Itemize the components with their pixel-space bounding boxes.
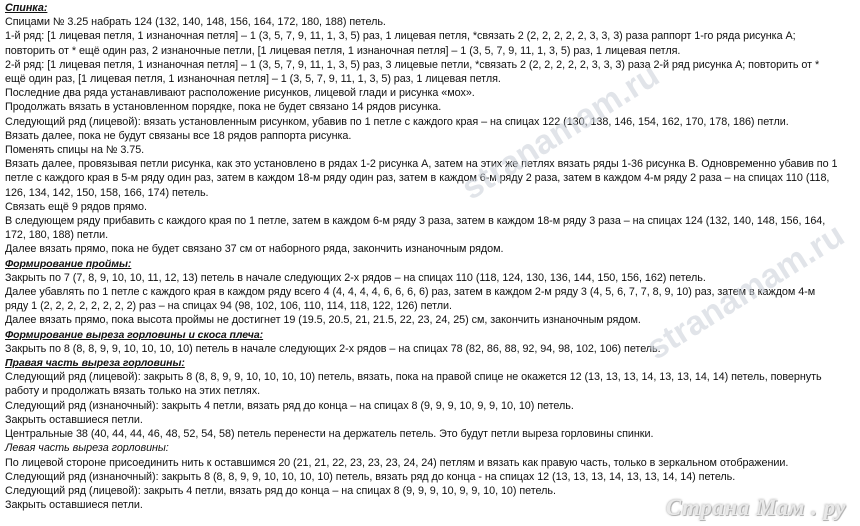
text-line: Спицами № 3.25 набрать 124 (132, 140, 148, 156, 164, 172, 180, 188) петель. [5, 16, 386, 29]
text-line: Следующий ряд (лицевой): закрыть 8 (8, 8, 9, 9, 10, 10, 10, 10) петель, вязать, пока на правой спице не окажется 12 (13, 13, 13, 14, 13, 13, 14, 14) петель, повернуть [5, 371, 822, 384]
text-line: ещё один раз, [1 лицевая петля, 1 изнаночная петля] – 1 (3, 5, 7, 9, 11, 1, 3, 5) раз, 1 лицевая петля. [5, 73, 501, 86]
text-line: петле с каждого края в 5-м ряду один раз, затем в каждом 18-м ряду один раз, затем в каждом 6-м ряду 2 раза, затем в каждом 4-м ряду 2 раза – на спицах 110 (118, [5, 172, 830, 185]
text-line: Закрыть оставшиеся петли. [5, 499, 143, 512]
text-line: 1-й ряд: [1 лицевая петля, 1 изнаночная петля] – 1 (3, 5, 7, 9, 11, 1, 3, 5) раз, 1 лицевая петля, *связать 2 (2, 2, 2, 2, 2, 3, 3, 3) раза раппорт 1-го ряда рисунка A; [5, 30, 796, 43]
section-heading-neck-shoulder: Формирование выреза горловины и скоса плеча: [5, 328, 264, 341]
text-line: Закрыть оставшиеся петли. [5, 413, 143, 426]
text-line: работу и продолжать вязать только на этих петлях. [5, 385, 261, 398]
section-heading-left-neck: Левая часть выреза горловины: [5, 442, 169, 455]
watermark-text: stranamam.ru [640, 215, 851, 368]
text-line: Продолжать вязать в установленном порядке, пока не будет связано 14 рядов рисунка. [5, 101, 442, 114]
pattern-document [5, 1, 857, 512]
text-line: Закрыть по 7 (7, 8, 9, 10, 10, 11, 12, 13) петель в начале следующих 2-х рядов – на спицах 110 (118, 124, 130, 136, 144, 150, 156, 162) петель. [5, 271, 706, 284]
text-line: Закрыть по 8 (8, 8, 9, 9, 10, 10, 10, 10) петель в начале следующих 2-х рядов – на спицах 78 (82, 86, 88, 92, 94, 98, 102, 106) петель. [5, 342, 661, 355]
text-line: 172, 180, 188) петли. [5, 229, 109, 242]
watermark-text: stranamam.ru [455, 55, 666, 208]
text-line: По лицевой стороне присоединить нить к оставшимся 20 (21, 21, 22, 23, 23, 23, 24, 24) петлям и вязать как правую часть, только в зеркальном отображении. [5, 456, 789, 469]
text-line: Следующий ряд (изнаночный): закрыть 8 (8, 8, 9, 9, 10, 10, 10, 10) петель, вязать ряд до конца - на спицах 12 (13, 13, 13, 14, 13, 13, 14, 14) петель. [5, 470, 736, 483]
text-line: Далее вязать прямо, пока высота проймы не достигнет 19 (19.5, 20.5, 21, 21.5, 22, 23, 24, 25) см, закончить изнаночным рядом. [5, 314, 641, 327]
section-heading-right-neck: Правая часть выреза горловины: [5, 357, 185, 370]
text-line: Далее убавлять по 1 петле с каждого края в каждом ряду всего 4 (4, 4, 4, 4, 6, 6, 6, 6) раз, затем в каждом 2-м ряду 3 (4, 5, 6, 7, 7, 8, 9, 10) раз, затем в каждом 4-м [5, 286, 816, 299]
text-line: Далее вязать прямо, пока не будет связано 37 см от наборного ряда, закончить изнаночным рядом. [5, 243, 504, 256]
text-line: Последние два ряда устанавливают расположение рисунков, лицевой глади и рисунка «мох». [5, 87, 475, 100]
text-line: Вязать далее, пока не будут связаны все 18 рядов раппорта рисунка. [5, 129, 352, 142]
text-line: ряду 1 (2, 2, 2, 2, 2, 2, 2, 2) раз – на спицах 94 (98, 102, 106, 110, 114, 118, 122, 126) петли. [5, 300, 452, 313]
section-heading-back: Спинка: [5, 2, 48, 14]
text-line: Вязать далее, провязывая петли рисунка, как это установлено в рядах 1-2 рисунка A, затем на этих же петлях вязать ряды 1-36 рисунка B. Одновременно убавив по 1 [5, 158, 838, 171]
text-line: Следующий ряд (изнаночный): закрыть 4 петли, вязать ряд до конца – на спицах 8 (9, 9, 9, 10, 9, 9, 10, 10) петель. [5, 399, 574, 412]
text-line: В следующем ряду прибавить с каждого края по 1 петле, затем в каждом 6-м ряду 3 раза, затем в каждом 18-м ряду 3 раза – на спицах 124 (132, 140, 148, 156, 164, [5, 215, 826, 228]
text-line: 2-й ряд: [1 лицевая петля, 1 изнаночная петля] – 1 (3, 5, 7, 9, 11, 1, 3, 5) раз, 3 лицевые петли, *связать 2 (2, 2, 2, 2, 2, 3, 3, 3) раза 2-й ряд рисунка A; повторить от * [5, 58, 820, 71]
section-heading-armhole: Формирование проймы: [5, 257, 132, 270]
site-logo: Страна Мам . ру [665, 495, 846, 520]
text-line: Поменять спицы на № 3.75. [5, 144, 145, 157]
text-line: Следующий ряд (лицевой): вязать установленным рисунком, убавив по 1 петле с каждого края – на спицах 122 (130, 138, 146, 154, 162, 170, 178, 186) петли. [5, 115, 789, 128]
text-line: Следующий ряд (лицевой): закрыть 4 петли, вязать ряд до конца – на спицах 8 (9, 9, 9, 10, 9, 9, 10, 10) петель. [5, 484, 556, 497]
text-line: Связать ещё 9 рядов прямо. [5, 200, 147, 213]
text-line: повторить от * ещё один раз, 2 изнаночные петли, [1 лицевая петля, 1 изнаночная петля] – 1 (3, 5, 7, 9, 11, 1, 3, 5) раз, 1 лицевая петля. [5, 44, 681, 57]
text-line: Центральные 38 (40, 44, 44, 46, 48, 52, 54, 58) петель перенести на держатель петель. Это будут петли выреза горловины спинки. [5, 428, 654, 441]
text-line: 126, 134, 142, 150, 158, 166, 174) петель. [5, 186, 209, 199]
